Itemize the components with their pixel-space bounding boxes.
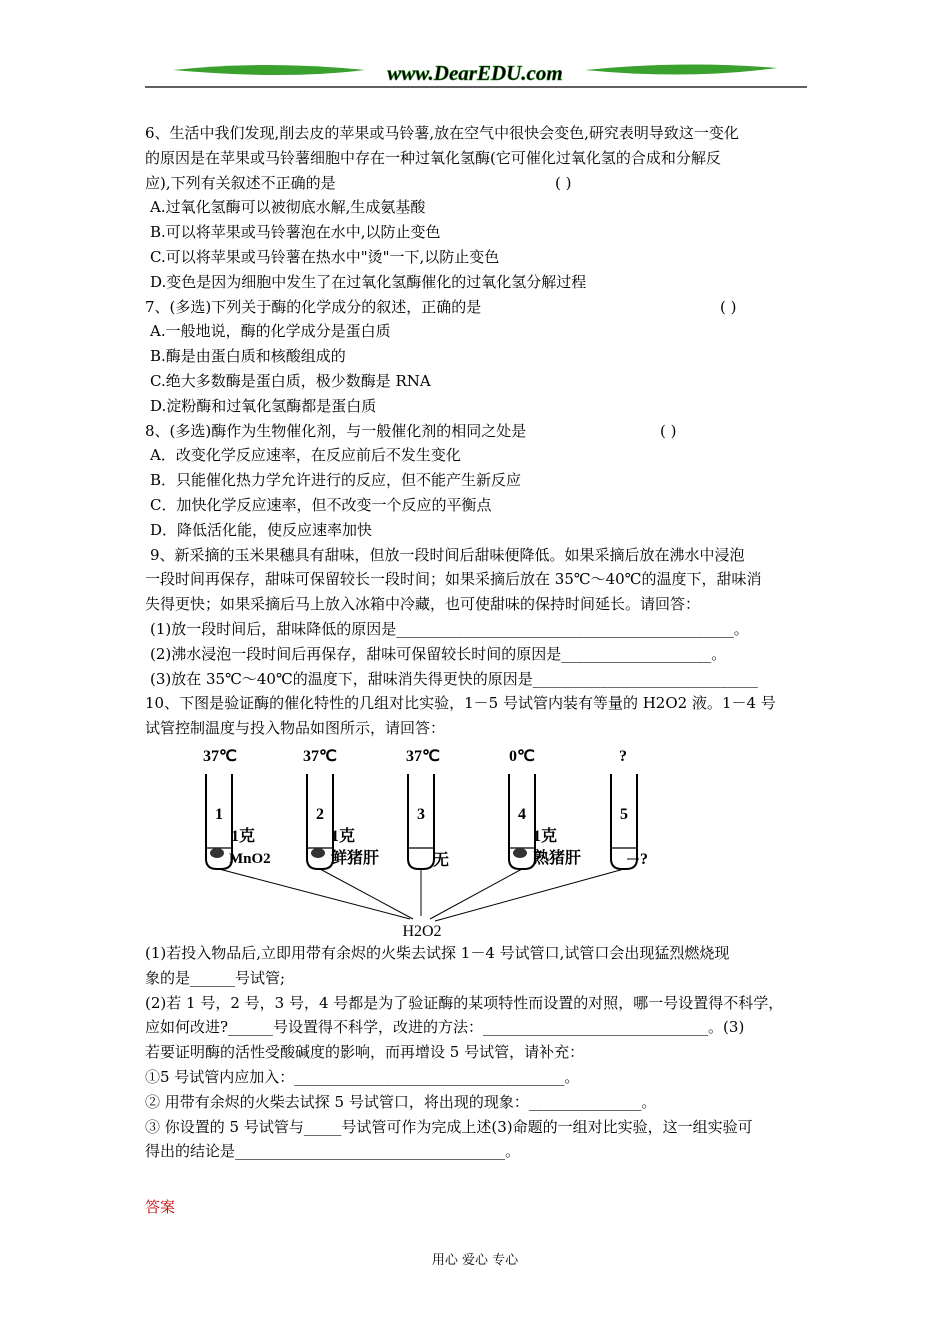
tube-3-number: 3 bbox=[417, 805, 425, 823]
q9-sub3: (3)放在 35℃～40℃的温度下，甜味消失得更快的原因是______________________________ bbox=[150, 669, 758, 688]
q6-option-c: C.可以将苹果或马铃薯在热水中"烫"一下,以防止变色 bbox=[150, 247, 500, 266]
tube-2-temperature: 37℃ bbox=[303, 747, 337, 765]
q8-option-c: C．加快化学反应速率，但不改变一个反应的平衡点 bbox=[150, 495, 492, 514]
site-logo-text: www.DearEDU.com bbox=[387, 61, 563, 85]
document-body bbox=[145, 121, 810, 1164]
tube-5-item: ? bbox=[640, 850, 648, 868]
tube-2-amount: 1克 bbox=[331, 827, 356, 845]
q10-part1-line2: 象的是______号试管; bbox=[145, 968, 286, 987]
q10-part3-item3-cont: 得出的结论是____________________________________。 bbox=[145, 1142, 521, 1161]
h2o2-label: H2O2 bbox=[402, 922, 442, 940]
q6-stem-text: 应),下列有关叙述不正确的是 bbox=[145, 173, 336, 192]
q7-option-a: A.一般地说，酶的化学成分是蛋白质 bbox=[150, 322, 391, 341]
tube-2-number: 2 bbox=[316, 805, 324, 823]
q8-option-d: D．降低活化能，使反应速率加快 bbox=[150, 520, 373, 539]
q8-stem-text: 8、(多选)酶作为生物催化剂，与一般催化剂的相同之处是 bbox=[145, 421, 527, 440]
q10-part2-line2: 应如何改进?______号设置得不科学，改进的方法：______________________________。(3) bbox=[145, 1018, 745, 1037]
q7-stem-text: 7、(多选)下列关于酶的化学成分的叙述，正确的是 bbox=[145, 297, 482, 316]
q6-stem-line3 bbox=[145, 171, 810, 196]
q7-option-d: D.淀粉酶和过氧化氢酶都是蛋白质 bbox=[150, 396, 377, 415]
q10-stem-line1: 10、下图是验证酶的催化特性的几组对比实验，1－5 号试管内装有等量的 H2O2 液。1－4 号 bbox=[145, 694, 776, 713]
q8-answer-paren: ( ) bbox=[660, 421, 677, 440]
q9-sub2: (2)沸水浸泡一段时间后再保存，甜味可保留较长时间的原因是____________________。 bbox=[150, 644, 727, 663]
q6-option-a: A.过氧化氢酶可以被彻底水解,生成氨基酸 bbox=[150, 198, 426, 217]
q8-option-a: A．改变化学反应速率，在反应前后不发生变化 bbox=[150, 446, 461, 465]
tube-5-number: 5 bbox=[620, 805, 628, 823]
tube-1-item: MnO2 bbox=[229, 850, 271, 867]
tube-4-item: 熟猪肝 bbox=[533, 849, 582, 867]
q6-option-d: D.变色是因为细胞中发生了在过氧化氢酶催化的过氧化氢分解过程 bbox=[150, 272, 587, 291]
tube-3-item: 无 bbox=[433, 851, 450, 869]
q8-option-b: B．只能催化热力学允许进行的反应，但不能产生新反应 bbox=[150, 471, 522, 490]
q10-part3-item3: ③ 你设置的 5 号试管与_____号试管可作为完成上述(3)命题的一组对比实验，这一组实验可 bbox=[145, 1117, 753, 1136]
tube-5-temperature: ? bbox=[619, 747, 627, 765]
q6-stem-line2: 的原因是在苹果或马铃薯细胞中存在一种过氧化氢酶(它可催化过氧化氢的合成和分解反 bbox=[145, 148, 721, 167]
tube-4-temperature: 0℃ bbox=[509, 747, 535, 765]
q10-part3-item2: ② 用带有余烬的火柴去试探 5 号试管口，将出现的现象：_______________。 bbox=[145, 1092, 657, 1111]
tube-2-sample bbox=[311, 848, 325, 858]
q10-part3-item1: ①5 号试管内应加入：____________________________________。 bbox=[145, 1067, 580, 1086]
q6-answer-paren: ( ) bbox=[555, 173, 572, 192]
q9-stem-line1: 9、新采摘的玉米果穗具有甜味，但放一段时间后甜味便降低。如果采摘后放在沸水中浸泡 bbox=[150, 545, 745, 564]
q9-sub1: (1)放一段时间后，甜味降低的原因是_____________________________________________。 bbox=[150, 619, 749, 638]
tube-4-amount: 1克 bbox=[533, 827, 558, 845]
q7-option-c: C.绝大多数酶是蛋白质，极少数酶是 RNA bbox=[150, 371, 431, 390]
tube-1-amount: 1克 bbox=[231, 827, 256, 845]
tube-1-sample bbox=[210, 848, 224, 858]
q7-stem-line bbox=[145, 295, 810, 320]
q9-stem-line2: 一段时间再保存，甜味可保留较长一段时间；如果采摘后放在 35℃～40℃的温度下，甜味消 bbox=[145, 570, 762, 589]
q10-stem-line2: 试管控制温度与投入物品如图所示，请回答： bbox=[145, 719, 446, 738]
q10-part1-line1: (1)若投入物品后,立即用带有余烬的火柴去试探 1－4 号试管口,试管口会出现猛烈燃烧现 bbox=[145, 943, 730, 962]
test-tube-diagram bbox=[145, 741, 810, 941]
q6-option-b: B.可以将苹果或马铃薯泡在水中,以防止变色 bbox=[150, 223, 441, 242]
tube-3-temperature: 37℃ bbox=[406, 747, 440, 765]
tube-4-sample bbox=[513, 848, 527, 858]
tube-2-item: 鲜猪肝 bbox=[331, 849, 380, 867]
q6-stem-line1: 6、生活中我们发现,削去皮的苹果或马铃薯,放在空气中很快会变色,研究表明导致这一变化 bbox=[145, 124, 739, 142]
test-tube-figure bbox=[145, 741, 810, 941]
q7-option-b: B.酶是由蛋白质和核酸组成的 bbox=[150, 347, 346, 366]
tube-4-number: 4 bbox=[518, 805, 526, 823]
page-footer: 用心 爱心 专心 bbox=[431, 1253, 519, 1268]
site-header-banner bbox=[145, 58, 807, 90]
answer-heading: 答案 bbox=[145, 1198, 176, 1216]
q10-part3-line1: 若要证明酶的活性受酸碱度的影响，而再增设 5 号试管，请补充： bbox=[145, 1043, 585, 1062]
q8-stem-line bbox=[145, 419, 810, 444]
q10-part2-line1: (2)若 1 号，2 号，3 号，4 号都是为了验证酶的某项特性而设置的对照，哪一号设置得不科学， bbox=[145, 993, 784, 1012]
site-logo bbox=[145, 58, 807, 90]
tube-1-temperature: 37℃ bbox=[203, 747, 237, 765]
q9-stem-line3: 失得更快；如果采摘后马上放入冰箱中冷藏，也可使甜味的保持时间延长。请回答： bbox=[145, 595, 701, 614]
tube-1-number: 1 bbox=[215, 805, 223, 823]
q7-answer-paren: ( ) bbox=[720, 297, 737, 316]
